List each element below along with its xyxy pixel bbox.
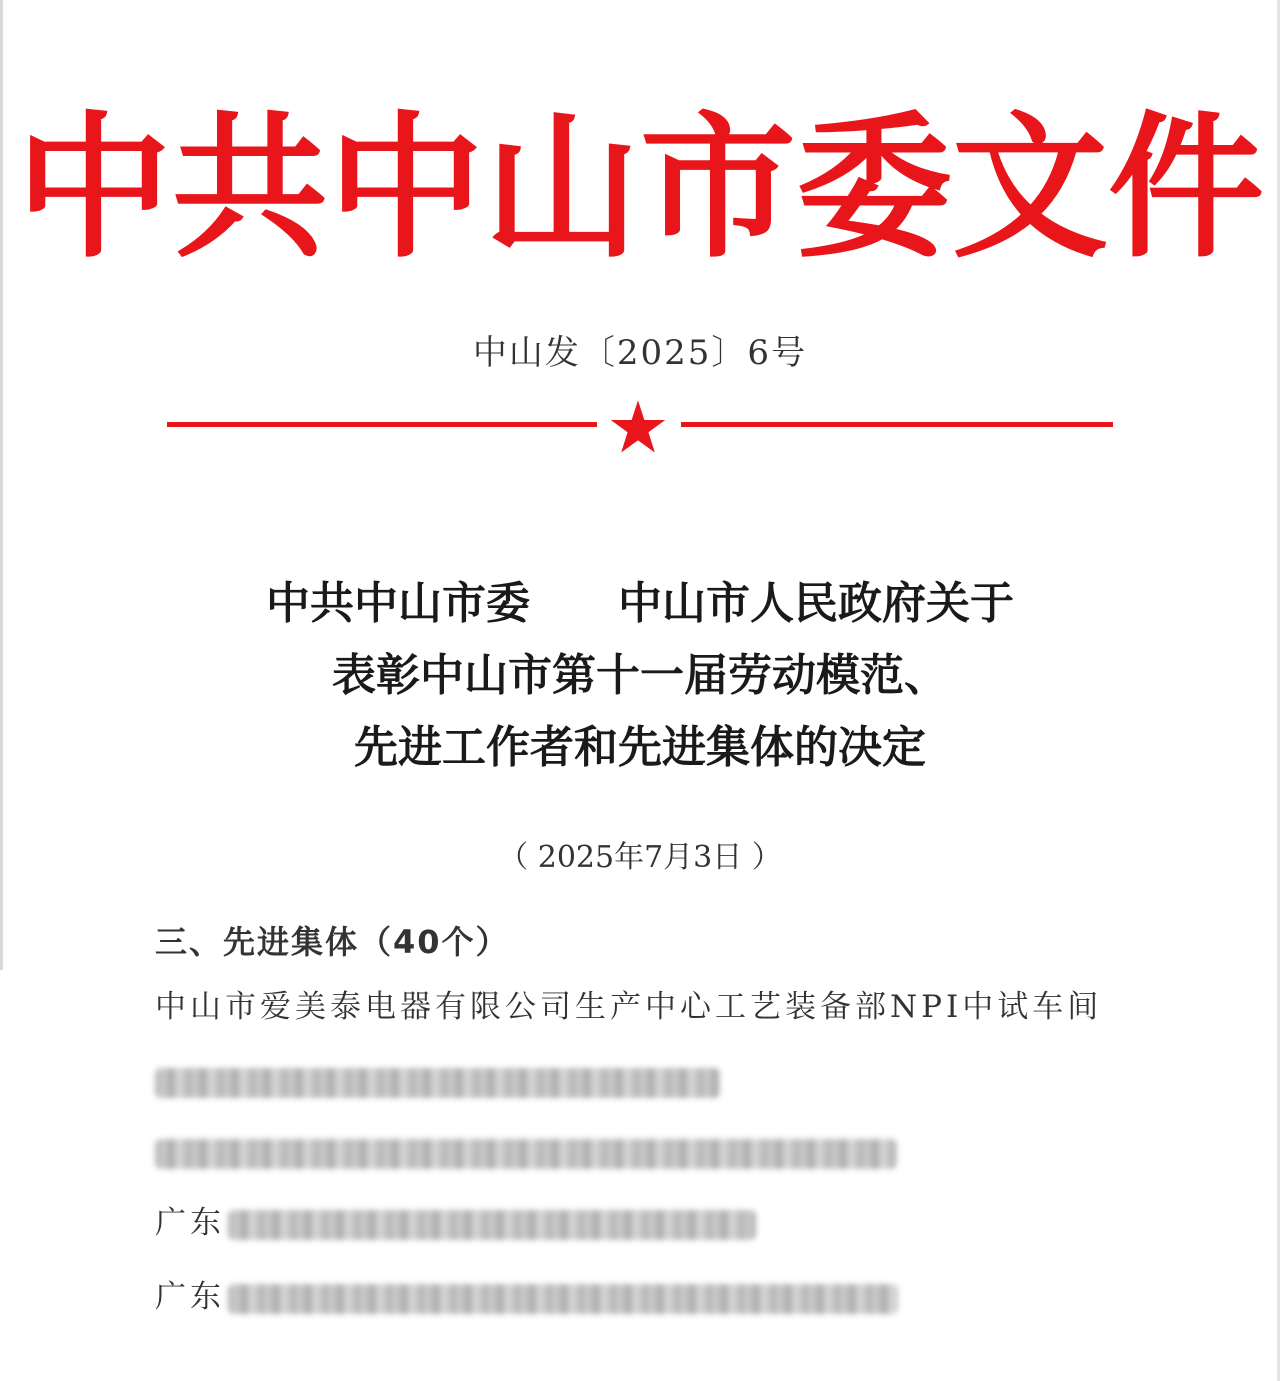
honoree-item-prefix: 广东 bbox=[155, 1279, 225, 1315]
redacted-honoree-item bbox=[155, 1068, 720, 1098]
red-divider-right bbox=[681, 422, 1113, 427]
redacted-honoree-remainder bbox=[228, 1284, 898, 1314]
document-date: （ 2025年7月3日 ） bbox=[498, 840, 782, 875]
star-icon bbox=[609, 398, 667, 456]
redacted-honoree-item bbox=[155, 1139, 897, 1169]
honoree-item: 中山市爱美泰电器有限公司生产中心工艺装备部NPI中试车间 bbox=[155, 989, 1103, 1025]
document-title bbox=[0, 568, 1280, 784]
document-title-line-1: 中共中山市委 中山市人民政府关于 bbox=[266, 578, 1014, 629]
document-title-line-3: 先进工作者和先进集体的决定 bbox=[354, 722, 926, 773]
redacted-honoree-remainder bbox=[228, 1210, 756, 1240]
document-header-title: 中共中山市委文件 bbox=[16, 97, 1264, 279]
document-number: 中山发〔2025〕6号 bbox=[472, 333, 808, 373]
red-divider-left bbox=[167, 422, 597, 427]
honoree-item-prefix: 广东 bbox=[155, 1205, 225, 1241]
document-title-line-2: 表彰中山市第十一届劳动模范、 bbox=[332, 650, 948, 701]
section-heading: 三、先进集体（40个） bbox=[155, 923, 510, 961]
